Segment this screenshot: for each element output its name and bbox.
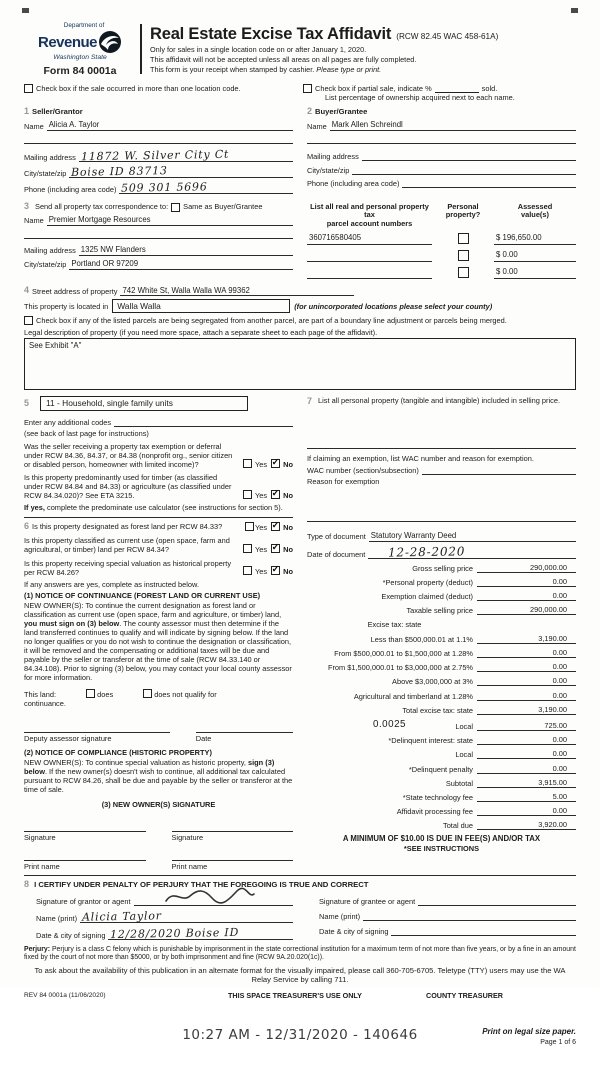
forest-land-question: 6 Is this property designated as forest land per RCW 84.33? — [24, 521, 223, 532]
corr-name-field[interactable]: Premier Mortgage Resources — [47, 215, 293, 226]
see-back-note: (see back of last page for instructions) — [24, 429, 149, 439]
corr-city-label: City/state/zip — [24, 260, 67, 270]
header-subline-3: This form is your receipt when stamped by cashier. Please type or print. — [150, 65, 382, 75]
grantee-datecity-label: Date & city of signing — [319, 926, 389, 936]
buyer-city-field[interactable] — [352, 165, 576, 175]
buyer-mailing-label: Mailing address — [307, 152, 359, 162]
form-number: Form 84 0001a — [43, 65, 117, 78]
notice-continuance-title: (1) NOTICE OF CONTINUANCE (FOREST LAND OR CURRENT USE) — [24, 590, 261, 600]
corr-city-field[interactable]: Portland OR 97209 — [69, 259, 293, 270]
section-1-title: Seller/Grantor — [32, 106, 83, 116]
tax-row-value[interactable]: 0.00 — [477, 662, 576, 672]
timber-agriculture-question: Is this property predominantly used for timber (as classified under RCW 84.84 and 84.33) or agriculture (as classified under RCW 84.34.020)? See ETA 3215. — [24, 473, 232, 501]
grantor-signing-block — [24, 892, 293, 940]
form-title-ref: (RCW 82.45 WAC 458-61A) — [396, 32, 499, 41]
tax-row-value[interactable]: 290,000.00 — [477, 605, 576, 615]
personal-property-checkbox[interactable] — [458, 233, 469, 244]
tax-row-value[interactable]: 290,000.00 — [477, 563, 576, 573]
corr-mailing-label: Mailing address — [24, 246, 76, 256]
timber-agriculture-answer: Yes ✓ No — [239, 490, 293, 501]
header-subline-1: Only for sales in a single location code on or after January 1, 2020. — [150, 44, 367, 54]
street-address-field[interactable]: 742 White St, Walla Walla WA 99362 — [120, 286, 354, 297]
no-checkbox-checked[interactable] — [271, 544, 280, 553]
tax-row-label: *State technology fee — [402, 792, 473, 802]
tax-row-label: Subtotal — [445, 778, 473, 788]
section-1-number: 1 — [24, 105, 30, 116]
historic-property-answer: Yes ✓ No — [239, 566, 293, 577]
tax-row-label: From $1,500,000.01 to $3,000,000 at 2.75% — [327, 663, 473, 673]
tax-row-value[interactable]: 725.00 — [477, 721, 576, 731]
section-4-number: 4 — [24, 285, 30, 296]
tax-row-value[interactable]: 0.00 — [477, 749, 576, 759]
tax-row-label: Local — [455, 721, 473, 731]
grantor-datecity-field[interactable]: 12/28/2020 Boise ID — [108, 928, 293, 940]
located-in-label: This property is located in — [24, 301, 109, 311]
continuance-label: continuance. — [24, 698, 66, 708]
grantor-printname-field[interactable]: Alicia Taylor — [80, 911, 293, 923]
personal-property-checkbox[interactable] — [458, 250, 469, 261]
corr-mailing-field[interactable]: 1325 NW Flanders — [79, 245, 293, 256]
logo-state-text: Washington State — [53, 53, 107, 61]
tax-row-label: Above $3,000,000 at 3% — [392, 677, 473, 687]
exemption-deferral-question: Was the seller receiving a property tax exemption or deferral under RCW 84.36, 84.37, or 84.38 (nonprofit org., senior citizen or disabled person, homeowner with limited income)? — [24, 442, 233, 470]
section-2-title: Buyer/Grantee — [315, 106, 368, 116]
deputy-date-field[interactable] — [196, 722, 293, 733]
yes-checkbox[interactable] — [245, 522, 254, 531]
grantee-printname-label: Name (print) — [319, 911, 361, 921]
yes-checkbox[interactable] — [243, 544, 252, 553]
predominate-use-note: If yes, complete the predominate use calculator (see instructions for section 5). — [24, 503, 283, 513]
divider — [24, 517, 293, 518]
rev-number: REV 84 0001a (11/06/2020) — [24, 992, 106, 1000]
notice-compliance-title: (2) NOTICE OF COMPLIANCE (HISTORIC PROPERTY) — [24, 748, 212, 757]
seller-name-field[interactable]: Alicia A. Taylor — [47, 120, 293, 131]
signature-label: Signature — [171, 833, 204, 843]
section-tax-correspondence — [24, 201, 293, 280]
signature-label: Signature — [24, 833, 56, 843]
seller-city-field[interactable]: Boise ID 83713 — [69, 166, 293, 178]
date-of-document-label: Date of document — [307, 549, 366, 559]
tax-row-label: Total due — [443, 821, 473, 831]
grantor-printname-label: Name (print) — [36, 913, 78, 923]
street-address-label: Street address of property — [32, 287, 118, 297]
tax-row-value[interactable]: 0.00 — [477, 591, 576, 601]
does-not-qualify-checkbox[interactable] — [143, 689, 152, 698]
notice-compliance-body: NEW OWNER(S): To continue special valuation as historic property, sign (3) below. If the new owner(s) doesn't wish to continue, all additional tax calculated pursuant to RCW 84.26, shall be due and payable by the seller or transferor at the time of sale. — [24, 758, 293, 795]
grantee-signature-label: Signature of grantee or agent — [319, 896, 416, 906]
seller-name-label: Name — [24, 121, 44, 131]
legal-description-field[interactable]: See Exhibit "A" — [24, 338, 576, 390]
buyer-name2-field[interactable] — [307, 134, 576, 144]
local-rate-value: 0.0025 — [373, 718, 406, 730]
tax-row-label: From $500,000.01 to $1,500,000 at 1.28% — [334, 648, 473, 658]
minimum-due-note: A MINIMUM OF $10.00 IS DUE IN FEE(S) AND/OR TAX — [342, 834, 541, 844]
wac-number-field[interactable] — [422, 465, 576, 475]
certify-statement: 8 I CERTIFY UNDER PENALTY OF PERJURY THAT THE FOREGOING IS TRUE AND CORRECT — [24, 879, 369, 890]
notice-continuance-body: NEW OWNER(S): To continue the current designation as forest land or classification as current use (open space, farm and agriculture, or timber) land, you must sign on (3) below. The county assessor must then determine if the land transferred continues to qualify and will indicate by signing below. If the land no longer qualifies or you do not wish to continue the designation or classification, it will be removed and the compensating or additional taxes will be due and payable by the seller or transferor at the time of sale (RCW 84.33.140 or 84.34.108). Prior to signing (3) below, you may contact your local county assessor for more information. — [24, 600, 292, 682]
tax-row-value[interactable]: 0.00 — [477, 764, 576, 774]
does-label: does — [97, 689, 114, 699]
print-name-label: Print name — [24, 862, 60, 872]
buyer-name-field[interactable]: Mark Allen Schreindl — [330, 120, 576, 131]
new-owner-signature-field-1[interactable] — [24, 821, 146, 832]
new-owner-printname-field-1[interactable] — [24, 850, 146, 861]
tax-row-value[interactable]: 0.00 — [477, 577, 576, 587]
no-checkbox-checked[interactable] — [271, 459, 280, 468]
tax-row-value[interactable]: 3,920.00 — [477, 820, 576, 830]
tax-row-value[interactable]: 0.00 — [477, 676, 576, 686]
buyer-city-label: City/state/zip — [307, 165, 350, 175]
grantee-printname-field[interactable] — [363, 911, 576, 921]
treasurer-use-label: THIS SPACE TREASURER'S USE ONLY — [228, 991, 362, 1001]
see-instructions-note: *SEE INSTRUCTIONS — [403, 843, 480, 853]
left-column — [24, 396, 293, 871]
dor-logo — [24, 22, 136, 78]
print-name-label: Print name — [171, 862, 208, 872]
divider — [24, 875, 576, 876]
parcel-table — [307, 201, 576, 280]
yes-checkbox[interactable] — [243, 566, 252, 575]
tax-row-label: *Delinquent interest: state — [388, 736, 473, 746]
no-checkbox-checked[interactable] — [271, 522, 280, 531]
personal-property-header: Personal property? — [445, 201, 481, 220]
tax-row-value[interactable]: 0.00 — [477, 691, 576, 701]
multiple-location-checkbox[interactable] — [24, 84, 33, 93]
located-in-note: (for unincorporated locations please select your county) — [294, 301, 493, 311]
alternate-format-note: To ask about the availability of this publication in an alternate format for the visually impaired, please call 360-705-6705. Teletype (TTY) users may use the WA Relay Service by calling 711. — [34, 965, 566, 984]
current-use-question: Is this property classified as current use (open space, farm and agricultural, or timber) land per RCW 84.34? — [24, 536, 230, 555]
this-land-label: This land: — [24, 689, 57, 699]
yes-checkbox[interactable] — [243, 490, 252, 499]
corr-name2-field[interactable] — [24, 229, 293, 239]
perjury-statement: Perjury: Perjury is a class C felony which is punishable by imprisonment in the state correctional institution for a maximum term of not more than five years, or by a fine in an amount fixed by the court of not more than $5000, or by both imprisonment and fine (RCW 9A.20.020(1c)). — [24, 945, 576, 962]
seller-mailing-field[interactable]: 11872 W. Silver City Ct — [79, 150, 293, 162]
section-6-number: 6 — [24, 521, 30, 532]
logo-dept-text: Department of — [63, 22, 105, 29]
section-7-number: 7 — [307, 395, 313, 406]
correspondence-intro: Send all property tax correspondence to: — [35, 202, 169, 212]
tax-row-label: Total excise tax: state — [402, 705, 473, 715]
section-2-number: 2 — [307, 105, 313, 116]
partial-sale-checkbox[interactable] — [303, 84, 312, 93]
dor-swoosh-icon — [98, 30, 122, 56]
buyer-phone-label: Phone (including area code) — [307, 179, 400, 189]
additional-codes-field[interactable] — [114, 417, 293, 427]
seller-mailing-label: Mailing address — [24, 153, 76, 163]
grantor-datecity-label: Date & city of signing — [36, 930, 106, 940]
tax-row-value[interactable]: 3,915.00 — [477, 778, 576, 788]
section-property-address — [24, 285, 576, 390]
personal-property-intro: List all personal property (tangible and intangible) included in selling price. — [318, 395, 560, 405]
segregated-checkbox[interactable] — [24, 316, 33, 325]
right-column — [307, 396, 576, 871]
deputy-assessor-signature-field[interactable] — [24, 722, 170, 733]
tax-row-label: Taxable selling price — [406, 606, 473, 616]
registration-mark — [571, 8, 578, 13]
buyer-phone-field[interactable] — [402, 178, 576, 188]
parcel-number-field[interactable] — [307, 250, 432, 262]
wac-number-label: WAC number (section/subsection) — [307, 465, 419, 475]
grantee-datecity-field[interactable] — [391, 926, 576, 936]
section-seller-grantor — [24, 106, 293, 194]
logo-revenue-text: Revenue — [37, 33, 98, 51]
excise-tax-state-header: Excise tax: state — [367, 620, 422, 630]
section-5-number: 5 — [24, 398, 30, 409]
tax-row-value[interactable]: 3,190.00 — [477, 634, 576, 644]
tax-row-value[interactable]: 3,190.00 — [477, 705, 576, 715]
same-as-buyer-checkbox[interactable] — [171, 203, 180, 212]
exemption-deferral-answer: Yes ✓ No — [239, 459, 293, 470]
tax-row-label: Gross selling price — [412, 563, 473, 573]
tax-row-label: *Personal property (deduct) — [382, 577, 473, 587]
additional-codes-label: Enter any additional codes — [24, 418, 112, 428]
grantor-signature-scribble — [164, 887, 256, 907]
partial-sale-label: Check box if partial sale, indicate % — [315, 83, 432, 93]
segregated-label: Check box if any of the listed parcels are being segregated from another parcel, are part of a boundary line adjustment or parcels being merged. — [36, 316, 507, 326]
new-owner-signature-field-2[interactable] — [172, 821, 294, 832]
personal-property-checkbox[interactable] — [458, 267, 469, 278]
tax-row-label: Less than $500,000.01 at 1.1% — [370, 634, 473, 644]
deputy-date-label: Date — [195, 733, 212, 743]
land-use-code-select[interactable]: 11 - Household, single family units — [40, 396, 248, 411]
header-divider — [140, 24, 142, 74]
tax-row-label: Agricultural and timberland at 1.28% — [353, 691, 473, 701]
date-of-document-field[interactable]: 12-28-2020 — [368, 546, 576, 559]
ownership-percentage-note: List percentage of ownership acquired next to each name. — [325, 92, 515, 102]
tax-row-label: Local — [455, 750, 473, 760]
partial-sale-percent-field[interactable] — [435, 85, 479, 93]
seller-phone-field[interactable]: 509 301 5696 — [119, 182, 293, 194]
current-use-answer: Yes ✓ No — [239, 544, 293, 555]
header-subline-2: This affidavit will not be accepted unless all areas on all pages are fully completed. — [150, 55, 417, 65]
section-buyer-grantee — [307, 106, 576, 194]
parcel-number-field[interactable]: 360716580405 — [307, 233, 432, 245]
seller-name2-field[interactable] — [24, 134, 293, 144]
forest-land-answer: Yes ✓ No — [241, 522, 293, 533]
new-owners-signature-title: (3) NEW OWNER(S) SIGNATURE — [101, 800, 216, 810]
tax-row-label: Affidavit processing fee — [396, 807, 473, 817]
no-checkbox-checked[interactable] — [271, 490, 280, 499]
historic-property-question: Is this property receiving special valuation as historical property per RCW 84.26? — [24, 558, 232, 577]
yes-checkbox[interactable] — [243, 459, 252, 468]
grantor-signature-label: Signature of grantor or agent — [36, 896, 131, 906]
parcel-header: List all real and personal property tax parcel account numbers — [310, 201, 429, 228]
seller-city-label: City/state/zip — [24, 168, 67, 178]
bottom-area — [24, 1015, 576, 1075]
reason-exemption-field[interactable] — [307, 512, 576, 522]
same-as-buyer-label: Same as Buyer/Grantee — [183, 202, 263, 212]
grantee-signature-field[interactable] — [418, 896, 576, 906]
footer-row — [24, 992, 576, 1001]
type-of-document-label: Type of document — [307, 532, 366, 542]
tax-row-value[interactable]: 5.00 — [477, 792, 576, 802]
seller-phone-label: Phone (including area code) — [24, 184, 117, 194]
assessed-value-header: Assessed value(s) — [517, 201, 553, 220]
assessed-value-field[interactable]: $ 0.00 — [494, 267, 576, 279]
grantor-signature-field[interactable] — [134, 896, 294, 906]
cashier-timestamp: 10:27 AM - 12/31/2020 - 140646 — [182, 1026, 418, 1043]
buyer-mailing-field[interactable] — [362, 151, 576, 161]
multiple-location-label: Check box if the sale occurred in more than one location code. — [36, 83, 241, 93]
assessed-value-field[interactable]: $ 196,650.00 — [494, 233, 576, 245]
parcel-number-field[interactable] — [307, 267, 432, 279]
does-not-label: does not qualify for — [154, 689, 217, 699]
assessed-value-field[interactable]: $ 0.00 — [494, 250, 576, 262]
partial-sale-sold-label: sold. — [481, 83, 498, 93]
personal-property-list-field[interactable] — [307, 439, 576, 449]
if-yes-note: If any answers are yes, complete as instructed below. — [24, 579, 199, 589]
deputy-assessor-label: Deputy assessor signature — [24, 733, 112, 743]
county-treasurer-label: COUNTY TREASURER — [426, 991, 503, 1001]
reason-exemption-label: Reason for exemption — [307, 476, 380, 486]
type-of-document-field[interactable]: Statutory Warranty Deed — [369, 531, 576, 542]
legal-description-label: Legal description of property (if you need more space, attach a separate sheet to each page of the affidavit). — [24, 327, 378, 337]
buyer-name-label: Name — [307, 121, 327, 131]
tax-row-label: *Delinquent penalty — [408, 764, 473, 774]
tax-row-value[interactable]: 0.00 — [477, 648, 576, 658]
registration-mark — [22, 8, 29, 13]
exemption-note: If claiming an exemption, list WAC number and reason for exemption. — [307, 453, 534, 463]
no-checkbox-checked[interactable] — [271, 566, 280, 575]
page-number: Page 1 of 6 — [540, 1038, 576, 1046]
county-select[interactable]: Walla Walla — [112, 299, 290, 313]
section-3-number: 3 — [24, 200, 30, 211]
corr-name-label: Name — [24, 216, 44, 226]
grantee-signing-block — [307, 892, 576, 940]
tax-row-value[interactable]: 0.00 — [477, 735, 576, 745]
tax-row-value[interactable]: 0.00 — [477, 806, 576, 816]
form-title: Real Estate Excise Tax Affidavit — [150, 25, 392, 43]
new-owner-printname-field-2[interactable] — [172, 850, 294, 861]
section-8-number: 8 — [24, 879, 30, 890]
tax-row-label: Exemption claimed (deduct) — [381, 592, 473, 602]
does-qualify-checkbox[interactable] — [86, 689, 95, 698]
form-header — [24, 22, 576, 78]
print-legal-note: Print on legal size paper. — [482, 1026, 576, 1036]
